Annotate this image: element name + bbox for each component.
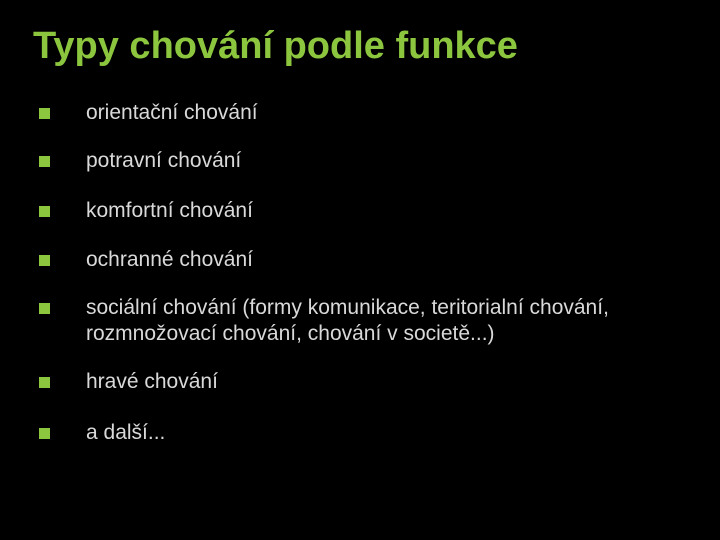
bullet-text: a další... xyxy=(86,421,166,444)
slide-title: Typy chování podle funkce xyxy=(33,25,518,67)
square-bullet-icon xyxy=(39,156,50,167)
square-bullet-icon xyxy=(39,255,50,266)
bullet-text: potravní chování xyxy=(86,149,242,172)
square-bullet-icon xyxy=(39,303,50,314)
bullet-text: ochranné chování xyxy=(86,248,253,271)
bullet-text: komfortní chování xyxy=(86,199,253,222)
square-bullet-icon xyxy=(39,108,50,119)
bullet-text: orientační chování xyxy=(86,101,258,124)
bullet-text: hravé chování xyxy=(86,370,218,393)
square-bullet-icon xyxy=(39,206,50,217)
square-bullet-icon xyxy=(39,377,50,388)
square-bullet-icon xyxy=(39,428,50,439)
bullet-text: sociální chování (formy komunikace, teritorialní chování, rozmnožovací chování, chování v societě...) xyxy=(86,296,609,345)
